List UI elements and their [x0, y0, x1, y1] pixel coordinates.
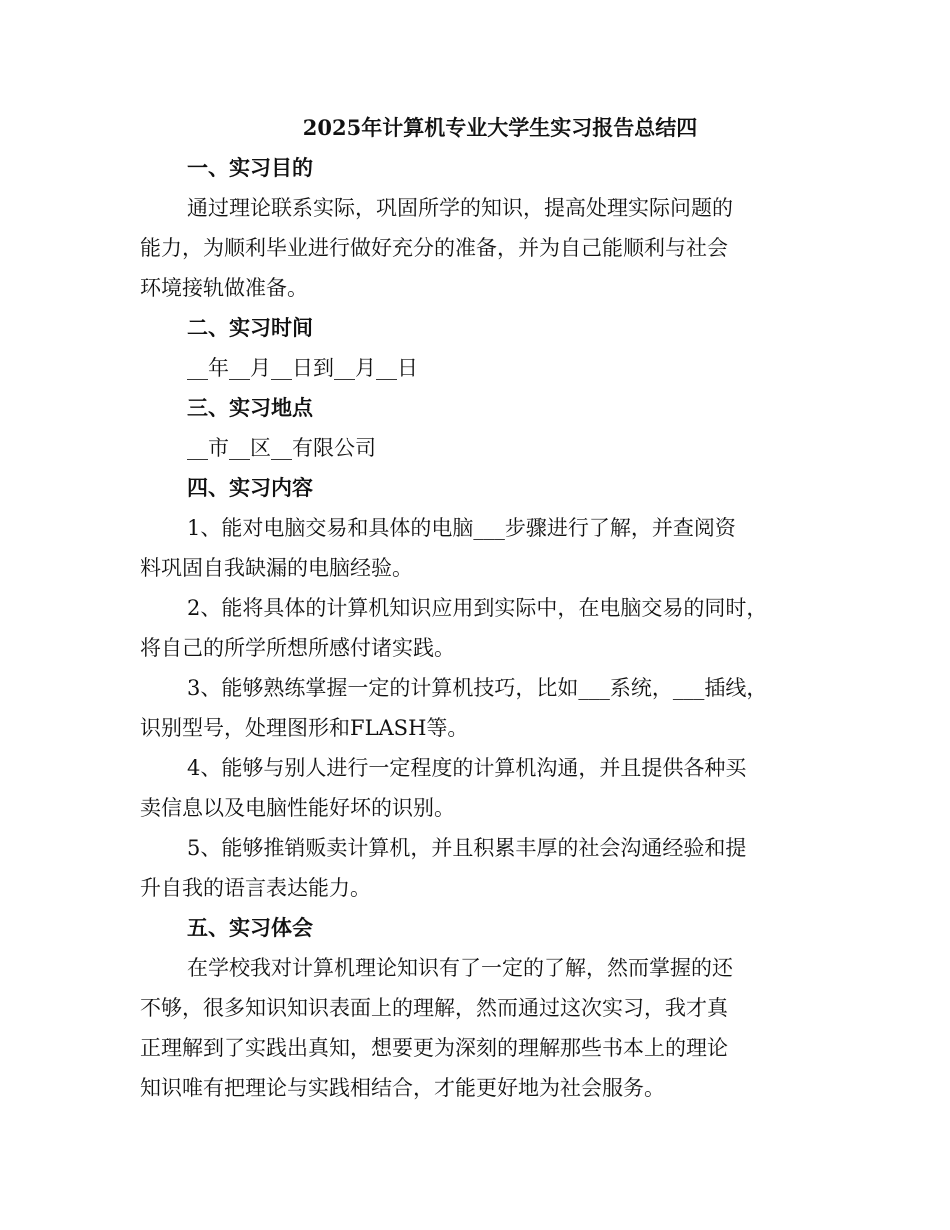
text-line: 4、能够与别人进行一定程度的计算机沟通，并且提供各种买	[187, 756, 747, 780]
content-item	[140, 508, 820, 588]
section-heading-place: 三、实习地点	[187, 395, 313, 420]
section-heading-experience: 五、实习体会	[187, 915, 313, 940]
document-title: 2025年计算机专业大学生实习报告总结四	[302, 115, 698, 140]
text-line: 正理解到了实践出真知，想要更为深刻的理解那些书本上的理论	[140, 1036, 728, 1060]
text-line: 环境接轨做准备。	[140, 276, 308, 300]
section-heading-time: 二、实习时间	[187, 315, 313, 340]
text-line: 3、能够熟练掌握一定的计算机技巧，比如___系统，___插线，	[187, 676, 768, 700]
text-line: 在学校我对计算机理论知识有了一定的了解，然而掌握的还	[187, 956, 733, 980]
text-line: 通过理论联系实际，巩固所学的知识，提高处理实际问题的	[187, 196, 733, 220]
text-line: 1、能对电脑交易和具体的电脑___步骤进行了解，并查阅资	[187, 516, 736, 540]
text-line: 升自我的语言表达能力。	[140, 876, 371, 900]
document-page	[140, 108, 820, 1108]
paragraph-purpose	[140, 188, 820, 308]
text-line: 卖信息以及电脑性能好坏的识别。	[140, 796, 455, 820]
text-line: 料巩固自我缺漏的电脑经验。	[140, 556, 413, 580]
text-line: 将自己的所学所想所感付诸实践。	[140, 636, 455, 660]
content-item	[140, 588, 820, 668]
internship-place-text: __市__区__有限公司	[187, 436, 376, 460]
content-item	[140, 828, 820, 908]
paragraph-experience	[140, 948, 820, 1108]
text-line: 2、能将具体的计算机知识应用到实际中，在电脑交易的同时，	[187, 596, 768, 620]
text-line: 识别型号，处理图形和FLASH等。	[140, 716, 469, 740]
section-heading-purpose: 一、实习目的	[187, 155, 313, 180]
content-item	[140, 748, 820, 828]
internship-time-text: __年__月__日到__月__日	[187, 356, 418, 380]
text-line: 不够，很多知识知识表面上的理解，然而通过这次实习，我才真	[140, 996, 728, 1020]
section-heading-content: 四、实习内容	[187, 475, 313, 500]
text-line: 5、能够推销贩卖计算机，并且积累丰厚的社会沟通经验和提	[187, 836, 747, 860]
text-line: 知识唯有把理论与实践相结合，才能更好地为社会服务。	[140, 1076, 665, 1100]
content-item	[140, 668, 820, 748]
text-line: 能力，为顺利毕业进行做好充分的准备，并为自己能顺利与社会	[140, 236, 728, 260]
